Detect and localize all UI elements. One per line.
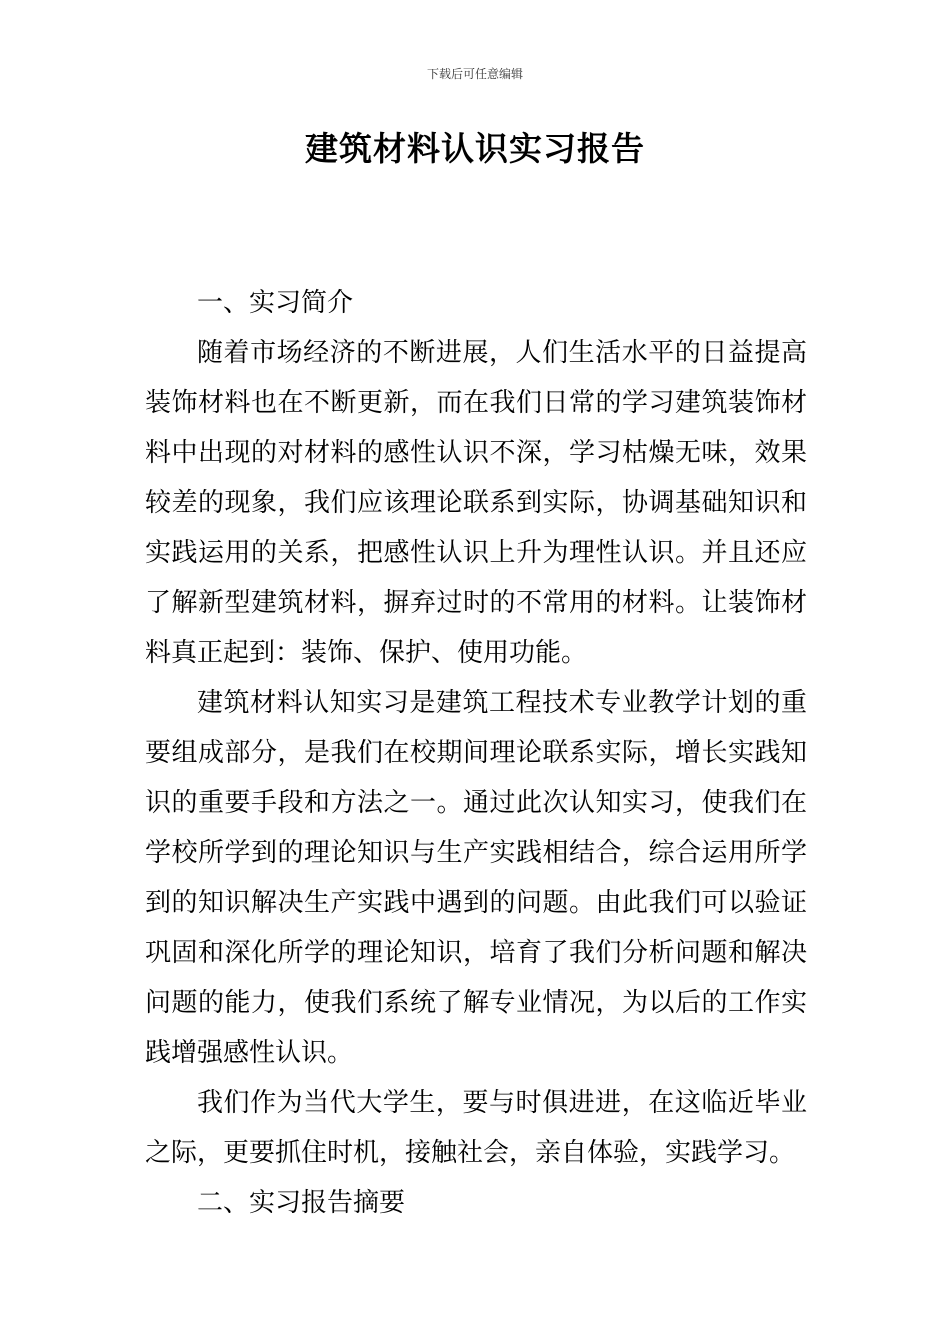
document-title: 建筑材料认识实习报告 <box>305 129 645 168</box>
section-heading-intro: 一、实习简介 <box>197 288 354 318</box>
paragraph-3: 我们作为当代大学生，要与时俱进进，在这临近毕业之际，更要抓住时机，接触社会，亲自体验，实践学习。 <box>145 1088 807 1168</box>
header-note: 下载后可任意编辑 <box>426 67 523 81</box>
section-heading-summary: 二、实习报告摘要 <box>197 1188 406 1218</box>
document-body <box>145 278 807 1228</box>
paragraph-2: 建筑材料认知实习是建筑工程技术专业教学计划的重要组成部分，是我们在校期间理论联系实际，增长实践知识的重要手段和方法之一。通过此次认知实习，使我们在学校所学到的理论知识与生产实践相结合，综合运用所学到的知识解决生产实践中遇到的问题。由此我们可以验证巩固和深化所学的理论知识，培育了我们分析问题和解决问题的能力，使我们系统了解专业情况，为以后的工作实践增强感性认识。 <box>145 688 807 1068</box>
paragraph-1: 随着市场经济的不断进展，人们生活水平的日益提高装饰材料也在不断更新，而在我们日常的学习建筑装饰材料中出现的对材料的感性认识不深，学习枯燥无味，效果较差的现象，我们应该理论联系到实际，协调基础知识和实践运用的关系，把感性认识上升为理性认识。并且还应了解新型建筑材料，摒弃过时的不常用的材料。让装饰材料真正起到：装饰、保护、使用功能。 <box>145 338 807 668</box>
